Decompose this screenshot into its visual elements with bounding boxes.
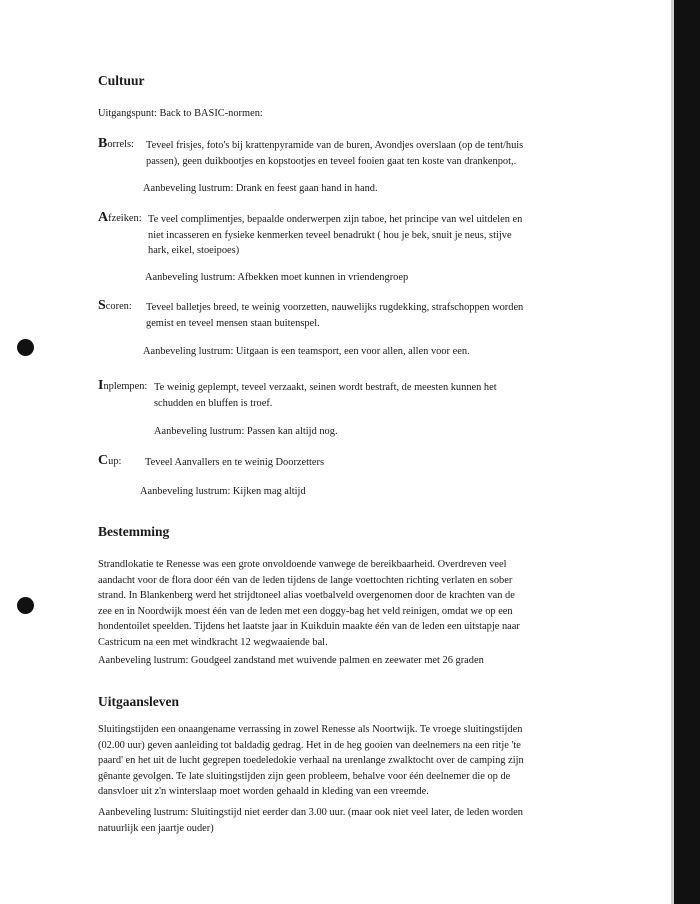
- uitgangspunt-text: Uitgangspunt: Back to BASIC-normen:: [98, 108, 263, 119]
- cup-recommendation: Aanbeveling lustrum: Kijken mag altijd: [140, 486, 306, 497]
- bestemming-recommendation: Aanbeveling lustrum: Goudgeel zandstand met wuivende palmen en zeewater met 26 graden: [98, 655, 484, 666]
- uitgaansleven-recommendation: [98, 805, 573, 836]
- afzeiken-text-1: Te veel complimentjes, bepaalde onderwerpen zijn taboe, het principe van wel uitdelen en: [148, 214, 523, 225]
- label-scoren: Scoren:: [98, 298, 132, 313]
- uitgaansleven-line: paard' en het uit de lucht gegrepen toedeledokie verhaal na urenlange zwalktocht over de camping zijn: [98, 755, 524, 766]
- label-cup: Cup:: [98, 453, 122, 468]
- borrels-recommendation: Aanbeveling lustrum: Drank en feest gaan hand in hand.: [143, 183, 378, 194]
- inplempen-recommendation: Aanbeveling lustrum: Passen kan altijd nog.: [154, 426, 338, 437]
- label-afzeiken: Afzeiken:: [98, 210, 142, 225]
- uitgaansleven-line: (02.00 uur) geven aanleiding tot baldadig gedrag. Het in de heg gooien van deelnemers na een ritje 'te: [98, 739, 521, 751]
- borrels-text-2: passen), geen duikbootjes en kopstootjes en teveel fooien gaat ten koste van drankenpot,.: [146, 156, 517, 167]
- uitgaansleven-recommendation-line: natuurlijk een jaartje ouder): [98, 822, 214, 834]
- uitgaansleven-recommendation-line: Aanbeveling lustrum: Sluitingstijd niet eerder dan 3.00 uur. (maar ook niet veel later, de leden worden: [98, 807, 523, 818]
- uitgaansleven-line: Sluitingstijden een onaangename verrassing in zowel Renesse als Noortwijk. Te vroege sluitingstijden: [98, 724, 523, 735]
- bestemming-line: strand. In Blankenberg werd het strijdtoneel alias voetbalveld overgenomen door de krachten van de: [98, 590, 515, 601]
- heading-cultuur: Cultuur: [98, 73, 145, 88]
- bestemming-line: Strandlokatie te Renesse was een grote onvoldoende vanwege de bereikbaarheid. Overdreven veel: [98, 559, 507, 570]
- afzeiken-text-2: niet incasseren en fysieke kenmerken teveel benadrukt ( hou je bek, snuit je neus, stijve: [148, 230, 512, 241]
- uitgaansleven-paragraph: [98, 722, 573, 800]
- scoren-text-2: gemist en teveel mensen staan buitenspel.: [146, 318, 320, 329]
- inplempen-text-2: schudden en bluffen is troef.: [154, 398, 273, 409]
- label-borrels: Borrels:: [98, 136, 134, 151]
- scoren-recommendation: Aanbeveling lustrum: Uitgaan is een teamsport, een voor allen, allen voor een.: [143, 346, 470, 357]
- punch-hole-top: [17, 339, 34, 356]
- scan-border: [674, 0, 700, 904]
- borrels-text-1: Teveel frisjes, foto's bij krattenpyramide van de buren, Avondjes overslaan (op de tent/huis: [146, 140, 524, 151]
- uitgaansleven-line: dansvloer uit z'n winterslaap moet worden gehaald in kleding van een vreemde.: [98, 786, 429, 797]
- bestemming-line: hondentoilet speelden. Tijdens het laatste jaar in Kuikduin maakte één van de leden een uitstapje naar: [98, 621, 520, 632]
- heading-bestemming: Bestemming: [98, 524, 170, 539]
- bestemming-line: zee en in Noordwijk moest één van de leden met een doggy-bag het veld reinigen, omdat we op een: [98, 605, 513, 617]
- punch-hole-bottom: [17, 597, 34, 614]
- afzeiken-recommendation: Aanbeveling lustrum: Afbekken moet kunnen in vriendengroep: [145, 272, 409, 283]
- afzeiken-text-3: hark, eikel, stoeipoes): [148, 245, 240, 256]
- scoren-text-1: Teveel balletjes breed, te weinig voorzetten, nauwelijks rugdekking, strafschoppen worden: [146, 302, 524, 313]
- inplempen-text-1: Te weinig geplempt, teveel verzaakt, seinen wordt bestraft, de meesten kunnen het: [154, 382, 497, 393]
- bestemming-line: aandacht voor de flora door één van de leden tijdens de lange voettochten richting verlaten en sober: [98, 574, 513, 586]
- bestemming-line: Castricum na een met windkracht 12 wegwaaiende bal.: [98, 636, 328, 648]
- bestemming-paragraph: [98, 557, 573, 650]
- uitgaansleven-line: gênante gevolgen. Te late sluitingstijden zijn geen probleem, behalve voor één deelnemer die op de: [98, 770, 511, 782]
- label-inplempen: Inplempen:: [98, 378, 148, 393]
- heading-uitgaansleven: Uitgaansleven: [98, 694, 179, 709]
- cup-text: Teveel Aanvallers en te weinig Doorzetters: [145, 457, 325, 468]
